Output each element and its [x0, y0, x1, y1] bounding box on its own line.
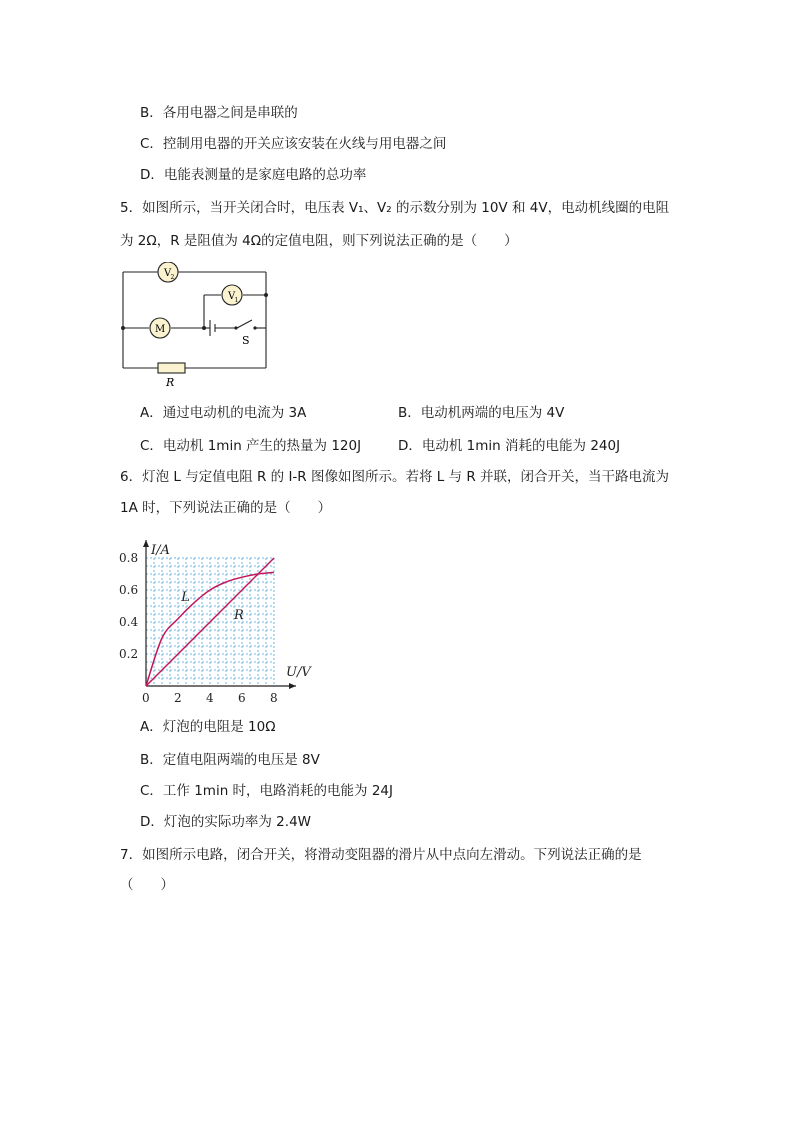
q6-stem-line2: 1A 时，下列说法正确的是（ ） [120, 500, 332, 516]
option-b: B．各用电器之间是串联的 [140, 105, 298, 121]
resistor-label: R [166, 376, 175, 389]
q5-option-b: B．电动机两端的电压为 4V [398, 405, 565, 421]
q6-option-d: D．灯泡的实际功率为 2.4W [140, 814, 312, 830]
q6-option-b: B．定值电阻两端的电压是 8V [140, 752, 320, 768]
q7-stem-line2: （ ） [120, 877, 174, 893]
series-L-label: L [181, 590, 190, 606]
q6-iu-chart [112, 526, 322, 708]
y-tick-label: 0.2 [119, 647, 139, 661]
x-tick-label: 2 [174, 691, 182, 705]
series-L-line [146, 572, 274, 686]
option-c: C．控制用电器的开关应该安装在火线与用电器之间 [140, 136, 447, 152]
q5-option-c: C．电动机 1min 产生的热量为 120J [140, 438, 362, 454]
q5-circuit-diagram [115, 262, 280, 390]
y-tick-label: 0.4 [119, 615, 139, 629]
x-axis-arrow [289, 683, 296, 689]
v1-label: V [228, 291, 236, 302]
option-d: D．电能表测量的是家庭电路的总功率 [140, 167, 367, 183]
v2-label: V [164, 268, 172, 279]
q5-option-d: D．电动机 1min 消耗的电能为 240J [398, 438, 621, 454]
resistor [158, 363, 185, 373]
q5-stem-line1: 5．如图所示，当开关闭合时，电压表 V₁、V₂ 的示数分别为 10V 和 4V，电动机线圈的电阻 [120, 200, 670, 216]
q5-stem-line2: 为 2Ω，R 是阻值为 4Ω的定值电阻，则下列说法正确的是（ ） [120, 233, 518, 249]
v1-sub: 1 [234, 297, 239, 304]
q7-stem-line1: 7．如图所示电路，闭合开关，将滑动变阻器的滑片从中点向左滑动。下列说法正确的是 [120, 847, 642, 863]
x-tick-label: 6 [238, 691, 246, 705]
q6-option-c: C．工作 1min 时，电路消耗的电能为 24J [140, 783, 394, 799]
q5-option-a: A．通过电动机的电流为 3A [140, 405, 307, 421]
x-tick-label: 8 [270, 691, 278, 705]
series-R-label: R [234, 607, 244, 623]
switch-label: S [242, 334, 250, 347]
y-axis-label: I/A [151, 543, 170, 558]
origin-label: 0 [142, 691, 150, 705]
y-tick-label: 0.6 [119, 583, 139, 597]
x-axis-label: U/V [286, 665, 311, 680]
q6-option-a: A．灯泡的电阻是 10Ω [140, 719, 276, 735]
x-tick-label: 4 [206, 691, 214, 705]
y-tick-label: 0.8 [119, 551, 139, 565]
v2-sub: 2 [170, 274, 175, 281]
q6-stem-line1: 6．灯泡 L 与定值电阻 R 的 I-R 图像如图所示。若将 L 与 R 并联，闭合开关，当干路电流为 [120, 469, 670, 485]
motor-label: M [155, 324, 166, 335]
y-axis-arrow [143, 540, 149, 547]
